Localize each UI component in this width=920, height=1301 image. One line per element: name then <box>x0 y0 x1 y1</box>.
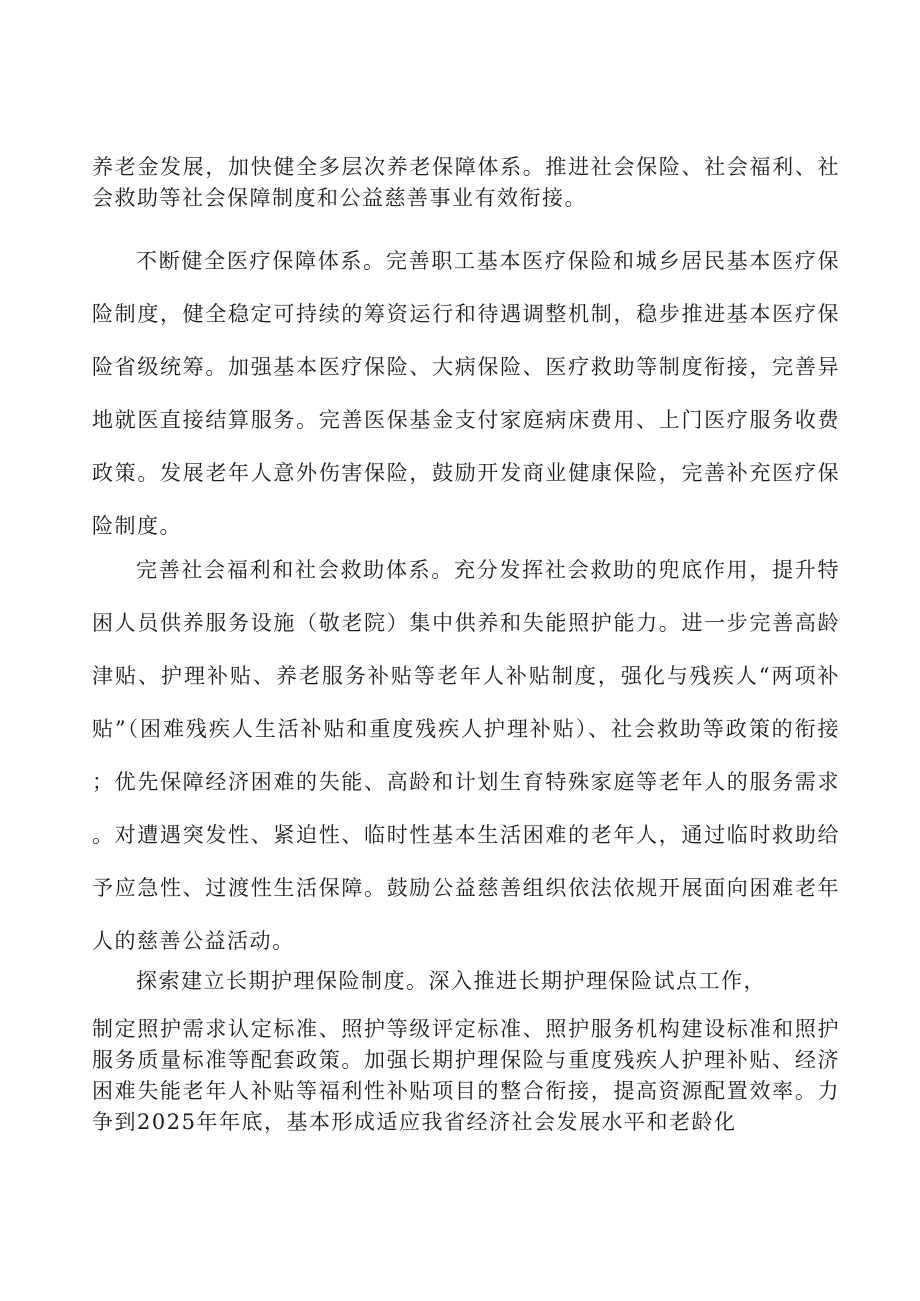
paragraph-medical-insurance: 不断健全医疗保障体系。完善职工基本医疗保险和城乡居民基本医疗保险制度，健全稳定可持续的筹资运行和待遇调整机制，稳步推进基本医疗保险省级统筹。加强基本医疗保险、大病保险、医疗救助等制度衔接，完善异地就医直接结算服务。完善医保基金支付家庭病床费用、上门医疗服务收费政策。发展老年人意外伤害保险，鼓励开发商业健康保险，完善补充医疗保险制度。 <box>92 249 840 538</box>
paragraph-long-term-care-intro: 探索建立长期护理保险制度。深入推进长期护理保险试点工作， <box>136 969 766 993</box>
paragraph-long-term-care-standards: 制定照护需求认定标准、照护等级评定标准、照护服务机构建设标准和照护服务质量标准等配套政策。加强长期护理保险与重度残疾人护理补贴、经济困难失能老年人补贴等福利性补贴项目的整合衔接，提高资源配置效率。力争到2025年年底，基本形成适应我省经济社会发展水平和老龄化 <box>92 1017 840 1134</box>
paragraph-pension-development: 养老金发展，加快健全多层次养老保障体系。推进社会保险、社会福利、社会救助等社会保障制度和公益慈善事业有效衔接。 <box>92 155 840 210</box>
paragraph-social-welfare-assistance: 完善社会福利和社会救助体系。充分发挥社会救助的兜底作用，提升特困人员供养服务设施（敬老院）集中供养和失能照护能力。进一步完善高龄津贴、护理补贴、养老服务补贴等老年人补贴制度，强化与残疾人“两项补贴”（困难残疾人生活补贴和重度残疾人护理补贴）、社会救助等政策的衔接；优先保障经济困难的失能、高龄和计划生育特殊家庭等老年人的服务需求。对遭遇突发性、紧迫性、临时性基本生活困难的老年人，通过临时救助给予应急性、过渡性生活保障。鼓励公益慈善组织依法依规开展面向困难老年人的慈善公益活动。 <box>92 558 840 953</box>
